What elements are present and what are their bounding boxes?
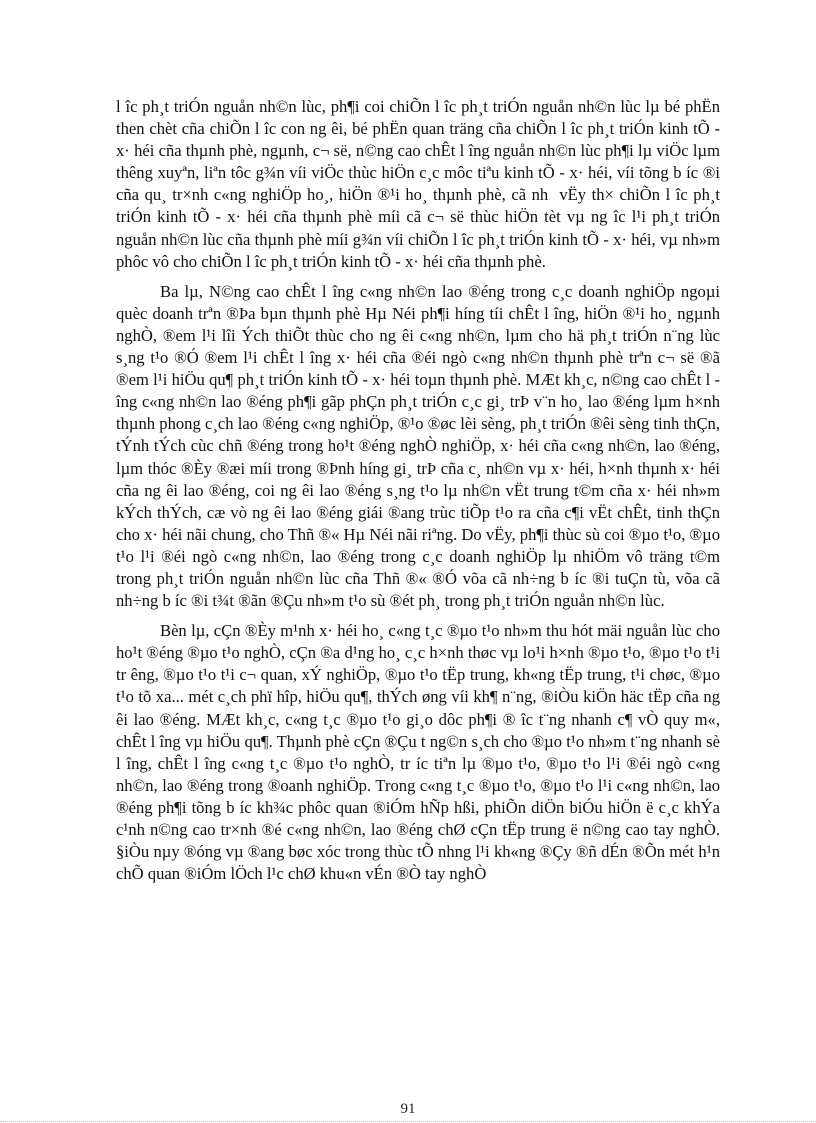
paragraph-2: Ba lµ, N©ng cao chÊt l îng c«ng nh©n lao ®éng trong c¸c doanh nghiÖp ngoµi quèc doanh trªn ®Þa bµn thµnh phè Hµ Néi ph¶i híng tíi chÊt l îng, hiÖn ®¹i ho¸ ngµnh nghÒ, ®em l¹i lîi Ých thiÕt thùc cho ng êi c«ng nh©n, lµm cho hä ph¸t triÓn n¨ng lùc s¸ng t¹o ®Ó ®em l¹i chÊt l îng x· héi cña ®éi ngò c«ng nh©n thµnh phè trªn c¬ së ®ã ®em l¹i hiÖu qu¶ ph¸t triÓn kinh tÕ - x· héi toµn thµnh phè. MÆt kh¸c, n©ng cao chÊt l îng c«ng nh©n lao ®éng ph¶i gãp phÇn ph¸t triÓn c¸c gi¸ trÞ v¨n ho¸ lao ®éng lµm h×nh thµnh phong c¸ch lao ®éng c«ng nghiÖp, ®¹o ®øc lèi sèng, ph¸t triÓn ®êi sèng tinh thÇn, tÝnh tÝch cùc chñ ®éng trong ho¹t ®éng nghÒ nghiÖp, x· héi cña c«ng nh©n, lao ®éng, lµm thóc ®Èy ®æi míi trong ®Þnh híng gi¸ trÞ cña c¸ nh©n vµ x· héi, h×nh thµnh x· héi cña ng êi lao ®éng, coi ng êi lao ®éng s¸ng t¹o lµ nh©n vËt trung t©m cña x· héi nh»m kÝch thÝch, cæ vò ng êi lao ®éng giái ®ang trùc tiÕp t¹o ra cña c¶i vËt chÊt, tinh thÇn cho x· héi nãi chung, cho Thñ ®« Hµ Néi nãi riªng. Do vËy, ph¶i thùc sù coi ®µo t¹o, ®µo t¹o l¹i ®éi ngò c«ng nh©n, lao ®éng trong c¸c doanh nghiÖp lµ nhiÖm vô träng t©m trong ph¸t triÓn nguån nh©n lùc cña Thñ ®« ®Ó võa cã nh÷ng b íc ®i tuÇn tù, võa cã nh÷ng b íc ®i t¾t ®ãn ®Çu nh»m t¹o sù ®ét ph¸ trong ph¸t triÓn nguån nh©n lùc. — [116, 281, 720, 611]
paragraph-3: Bèn lµ, cÇn ®Èy m¹nh x· héi ho¸ c«ng t¸c ®µo t¹o nh»m thu hót mäi nguån lùc cho ho¹t ®éng ®µo t¹o nghÒ, cÇn ®a d¹ng ho¸ c¸c h×nh thøc vµ lo¹i h×nh ®µo t¹o, ®µo t¹o t¹i tr êng, ®µo t¹o t¹i c¬ quan, xÝ nghiÖp, ®µo t¹o tËp trung, kh«ng tËp trung, t¹i chøc, ®µo t¹o tõ xa... mét c¸ch phï hîp, hiÖu qu¶, thÝch øng víi kh¶ n¨ng, ®iÒu kiÖn häc tËp cña ng êi lao ®éng. MÆt kh¸c, c«ng t¸c ®µo t¹o gi¸o dôc ph¶i ® îc t¨ng nhanh c¶ vÒ quy m«, chÊt l îng vµ hiÖu qu¶. Thµnh phè cÇn ®Çu t ng©n s¸ch cho ®µo t¹o nh»m t¨ng nhanh sè l îng, chÊt l îng c«ng t¸c ®µo t¹o nghÒ, tr íc tiªn lµ ®µo t¹o, ®µo t¹o l¹i ®éi ngò c«ng nh©n, lao ®éng trong ®oanh nghiÖp. Trong c«ng t¸c ®µo t¹o, ®µo t¹o l¹i c«ng nh©n, lao ®éng ph¶i tõng b íc kh¾c phôc quan ®iÓm hÑp hßi, phiÕn diÖn biÓu hiÖn ë c¸c khÝa c¹nh n©ng cao tr×nh ®é c«ng nh©n, lao ®éng chØ cÇn tËp trung ë n©ng cao tay nghÒ. §iÒu nµy ®óng vµ ®ang bøc xóc trong thùc tÕ nhng l¹i kh«ng ®Çy ®ñ dÉn ®Õn mét h¹n chÕ quan ®iÓm lÖch l¹c chØ khu«n vÉn ®Ò tay nghÒ — [116, 621, 720, 884]
footer-divider — [0, 1121, 816, 1122]
page-number: 91 — [400, 1101, 416, 1117]
paragraph-1: l îc ph¸t triÓn nguån nh©n lùc, ph¶i coi chiÕn l îc ph¸t triÓn nguån nh©n lùc lµ bé phËn then chèt cña chiÕn l îc con ng êi, bé phËn quan träng cña chiÕn l îc ph¸t triÓn kinh tÕ - x· héi cña thµnh phè, ngµnh, c¬ së, n©ng cao chÊt l îng nguån nh©n lùc ph¶i lµ viÖc lµm thêng xuyªn, liªn tôc g¾n víi viÖc thùc hiÖn c¸c môc tiªu kinh tÕ - x· héi, víi tõng b íc ®i cña qu¸ tr×nh c«ng nghiÖp ho¸, hiÖn ®¹i ho¸ thµnh phè, cã nh vËy th× chiÕn l îc ph¸t triÓn kinh tÕ - x· héi cña thµnh phè míi cã c¬ së thùc hiÖn tèt vµ ng îc l¹i ph¸t triÓn nguån nh©n lùc cña thµnh phè míi g¾n víi chiÕn l îc ph¸t triÓn kinh tÕ - x· héi, vµ nh»m phôc vô cho chiÕn l îc ph¸t triÓn kinh tÕ - x· héi cña thµnh phè. — [116, 97, 720, 271]
body-text — [116, 96, 720, 893]
